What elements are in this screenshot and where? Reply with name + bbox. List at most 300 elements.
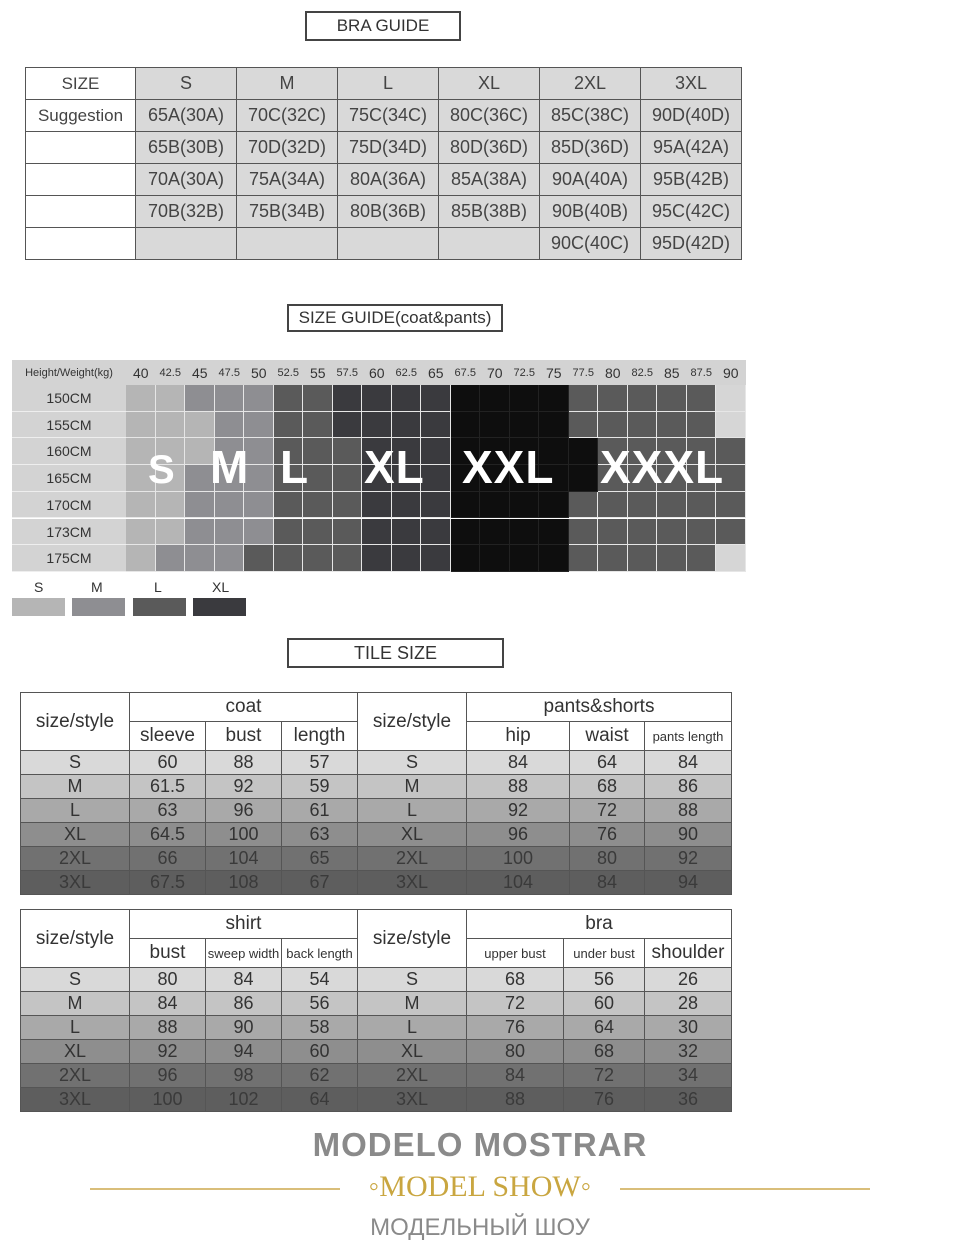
- size-col: L: [338, 68, 439, 100]
- table-row: [21, 1064, 732, 1088]
- grid-cell: [421, 492, 451, 519]
- size-label-m: M: [210, 441, 250, 493]
- bust-header: bust: [130, 939, 206, 968]
- table-cell: 90B(40B): [540, 196, 641, 228]
- table-cell: 62: [282, 1064, 358, 1088]
- table-cell: 96: [206, 799, 282, 823]
- shirt-header: shirt: [130, 910, 358, 939]
- weight-header: 47.5: [215, 360, 245, 385]
- grid-cell: [303, 545, 333, 572]
- grid-cell: [362, 412, 392, 439]
- grid-cell: [274, 412, 304, 439]
- table-cell: 88: [467, 775, 570, 799]
- sweep-width-header: sweep width: [206, 939, 282, 968]
- tile-size-table-coat-pants: [20, 692, 732, 895]
- grid-cell: [274, 385, 304, 412]
- back-length-header: back length: [282, 939, 358, 968]
- grid-cell: [480, 545, 510, 572]
- grid-cell: [510, 492, 540, 519]
- table-row: [21, 992, 732, 1016]
- grid-cell: [215, 412, 245, 439]
- size-cell: 2XL: [21, 847, 130, 871]
- grid-cell: [451, 412, 481, 439]
- size-style-header: size/style: [358, 910, 467, 968]
- table-cell: 92: [130, 1040, 206, 1064]
- table-cell: 65B(30B): [136, 132, 237, 164]
- grid-cell: [598, 412, 628, 439]
- grid-cell: [628, 385, 658, 412]
- table-cell: [237, 228, 338, 260]
- grid-cell: [333, 385, 363, 412]
- grid-cell: [274, 492, 304, 519]
- table-cell: 80C(36C): [439, 100, 540, 132]
- grid-cell: [333, 519, 363, 546]
- grid-cell: [716, 519, 746, 546]
- table-cell: 68: [564, 1040, 645, 1064]
- size-col: XL: [439, 68, 540, 100]
- grid-cell: [185, 545, 215, 572]
- table-cell: 68: [467, 968, 564, 992]
- shoulder-header: shoulder: [645, 939, 732, 968]
- grid-cell: [126, 545, 156, 572]
- legend-swatch-s: [12, 598, 65, 616]
- grid-cell: [510, 545, 540, 572]
- row-label: [26, 164, 136, 196]
- grid-cell: [303, 385, 333, 412]
- table-cell: [439, 228, 540, 260]
- weight-header: 65: [421, 360, 451, 385]
- table-cell: 95B(42B): [641, 164, 742, 196]
- tile-size-title: TILE SIZE: [287, 638, 504, 668]
- table-cell: 60: [282, 1040, 358, 1064]
- size-cell: M: [358, 992, 467, 1016]
- grid-cell: [303, 492, 333, 519]
- table-cell: 80A(36A): [338, 164, 439, 196]
- weight-header: 55: [303, 360, 333, 385]
- grid-cell: [126, 492, 156, 519]
- table-cell: 70A(30A): [136, 164, 237, 196]
- tile-size-table-shirt-bra: [20, 909, 732, 1112]
- height-row-label: 170CM: [12, 492, 126, 519]
- size-label-xxxl: XXXL: [600, 441, 725, 493]
- grid-cell: [480, 492, 510, 519]
- height-row-label: 155CM: [12, 412, 126, 439]
- row-label: [26, 196, 136, 228]
- grid-cell: [421, 385, 451, 412]
- grid-cell: [598, 545, 628, 572]
- legend-label-xl: XL: [212, 579, 230, 595]
- grid-cell: [215, 492, 245, 519]
- table-row: [26, 196, 742, 228]
- hip-header: hip: [467, 722, 570, 751]
- grid-cell: [598, 385, 628, 412]
- table-cell: 104: [206, 847, 282, 871]
- table-cell: 64: [282, 1088, 358, 1112]
- grid-cell: [333, 438, 363, 465]
- table-cell: 70D(32D): [237, 132, 338, 164]
- grid-cell: [421, 465, 451, 492]
- coat-header: coat: [130, 693, 358, 722]
- height-row-label: 150CM: [12, 385, 126, 412]
- table-row: [21, 823, 732, 847]
- size-cell: M: [21, 775, 130, 799]
- weight-header: 62.5: [392, 360, 422, 385]
- bra-header: bra: [467, 910, 732, 939]
- size-cell: L: [358, 799, 467, 823]
- size-cell: 2XL: [358, 847, 467, 871]
- table-cell: 85D(36D): [540, 132, 641, 164]
- row-label: [26, 132, 136, 164]
- grid-cell: [303, 412, 333, 439]
- size-label-s: S: [148, 448, 176, 492]
- table-cell: 75A(34A): [237, 164, 338, 196]
- weight-header: 42.5: [156, 360, 186, 385]
- table-cell: 75D(34D): [338, 132, 439, 164]
- legend-swatch-l: [133, 598, 186, 616]
- table-cell: 64: [570, 751, 645, 775]
- table-cell: 80: [130, 968, 206, 992]
- table-cell: 64.5: [130, 823, 206, 847]
- table-row: [26, 164, 742, 196]
- size-cell: L: [21, 799, 130, 823]
- grid-cell: [628, 545, 658, 572]
- grid-cell: [510, 385, 540, 412]
- weight-header: 50: [244, 360, 274, 385]
- table-cell: 96: [467, 823, 570, 847]
- grid-cell: [510, 519, 540, 546]
- size-guide-title: SIZE GUIDE(coat&pants): [287, 304, 503, 332]
- grid-cell: [569, 385, 599, 412]
- size-col: S: [136, 68, 237, 100]
- table-cell: 88: [130, 1016, 206, 1040]
- table-cell: 92: [645, 847, 732, 871]
- grid-cell: [156, 492, 186, 519]
- table-cell: 94: [645, 871, 732, 895]
- table-cell: [338, 228, 439, 260]
- grid-cell: [480, 412, 510, 439]
- table-cell: 92: [467, 799, 570, 823]
- table-cell: 76: [570, 823, 645, 847]
- bust-header: bust: [206, 722, 282, 751]
- grid-cell: [392, 412, 422, 439]
- table-cell: 95C(42C): [641, 196, 742, 228]
- table-cell: 60: [130, 751, 206, 775]
- table-row: [26, 228, 742, 260]
- grid-cell: [628, 519, 658, 546]
- grid-cell: [687, 519, 717, 546]
- grid-cell: [451, 492, 481, 519]
- table-cell: 88: [467, 1088, 564, 1112]
- grid-cell: [687, 385, 717, 412]
- grid-cell: [687, 412, 717, 439]
- grid-cell: [421, 545, 451, 572]
- grid-cell: [510, 412, 540, 439]
- grid-cell: [333, 492, 363, 519]
- size-cell: M: [358, 775, 467, 799]
- table-cell: 84: [467, 751, 570, 775]
- size-cell: S: [358, 968, 467, 992]
- table-cell: 57: [282, 751, 358, 775]
- table-cell: 84: [570, 871, 645, 895]
- weight-header: 85: [657, 360, 687, 385]
- grid-cell: [156, 545, 186, 572]
- size-cell: 3XL: [358, 871, 467, 895]
- table-row: [26, 132, 742, 164]
- size-cell: 3XL: [21, 1088, 130, 1112]
- grid-cell: [451, 545, 481, 572]
- size-style-header: size/style: [21, 910, 130, 968]
- table-cell: 75C(34C): [338, 100, 439, 132]
- table-cell: 92: [206, 775, 282, 799]
- size-cell: S: [21, 968, 130, 992]
- grid-cell: [333, 412, 363, 439]
- table-cell: 66: [130, 847, 206, 871]
- grid-cell: [156, 412, 186, 439]
- weight-header: 80: [598, 360, 628, 385]
- size-header: SIZE: [26, 68, 136, 100]
- legend-swatch-m: [72, 598, 125, 616]
- legend-label-l: L: [154, 579, 162, 595]
- grid-cell: [657, 545, 687, 572]
- grid-cell: [185, 492, 215, 519]
- table-cell: 90A(40A): [540, 164, 641, 196]
- table-cell: 96: [130, 1064, 206, 1088]
- weight-header: 77.5: [569, 360, 599, 385]
- row-label: [26, 228, 136, 260]
- table-row: [21, 799, 732, 823]
- grid-cell: [333, 465, 363, 492]
- grid-cell: [539, 545, 569, 572]
- size-label-xl: XL: [364, 441, 425, 493]
- grid-cell: [244, 412, 274, 439]
- table-row: [21, 871, 732, 895]
- table-cell: 70B(32B): [136, 196, 237, 228]
- table-cell: 84: [467, 1064, 564, 1088]
- size-cell: L: [21, 1016, 130, 1040]
- weight-header: 67.5: [451, 360, 481, 385]
- footer-title-ru: МОДЕЛЬНЫЙ ШОУ: [370, 1214, 590, 1241]
- grid-cell: [126, 412, 156, 439]
- grid-cell: [598, 519, 628, 546]
- table-cell: 70C(32C): [237, 100, 338, 132]
- weight-header: 52.5: [274, 360, 304, 385]
- table-cell: [136, 228, 237, 260]
- grid-cell: [244, 545, 274, 572]
- size-style-header: size/style: [358, 693, 467, 751]
- grid-cell: [598, 492, 628, 519]
- grid-cell: [569, 492, 599, 519]
- table-row: [21, 775, 732, 799]
- grid-cell: [421, 412, 451, 439]
- height-row-label: 175CM: [12, 545, 126, 572]
- grid-cell: [303, 519, 333, 546]
- table-cell: 72: [467, 992, 564, 1016]
- grid-cell: [716, 492, 746, 519]
- table-cell: 102: [206, 1088, 282, 1112]
- grid-cell: [569, 545, 599, 572]
- height-row-label: 165CM: [12, 465, 126, 492]
- table-cell: 28: [645, 992, 732, 1016]
- weight-header: 60: [362, 360, 392, 385]
- bra-guide-table: [25, 67, 742, 260]
- table-cell: 90: [206, 1016, 282, 1040]
- table-cell: 100: [467, 847, 570, 871]
- grid-cell: [569, 412, 599, 439]
- table-cell: 64: [564, 1016, 645, 1040]
- weight-header: 72.5: [510, 360, 540, 385]
- size-col: M: [237, 68, 338, 100]
- grid-cell: [569, 519, 599, 546]
- legend-swatch-xl: [193, 598, 246, 616]
- table-cell: 90: [645, 823, 732, 847]
- table-cell: 59: [282, 775, 358, 799]
- grid-corner-label: Height/Weight(kg): [12, 360, 126, 385]
- grid-cell: [244, 519, 274, 546]
- sleeve-header: sleeve: [130, 722, 206, 751]
- table-cell: 30: [645, 1016, 732, 1040]
- table-cell: 54: [282, 968, 358, 992]
- weight-header: 75: [539, 360, 569, 385]
- size-cell: 3XL: [358, 1088, 467, 1112]
- grid-cell: [716, 385, 746, 412]
- table-cell: 61.5: [130, 775, 206, 799]
- weight-header: 40: [126, 360, 156, 385]
- table-cell: 72: [564, 1064, 645, 1088]
- table-cell: 94: [206, 1040, 282, 1064]
- table-cell: 85B(38B): [439, 196, 540, 228]
- grid-cell: [215, 385, 245, 412]
- grid-cell: [274, 545, 304, 572]
- table-row: [21, 968, 732, 992]
- grid-cell: [480, 519, 510, 546]
- table-cell: 72: [570, 799, 645, 823]
- table-row: [21, 1016, 732, 1040]
- grid-cell: [569, 438, 599, 465]
- table-cell: 60: [564, 992, 645, 1016]
- size-style-header: size/style: [21, 693, 130, 751]
- grid-cell: [362, 545, 392, 572]
- size-cell: S: [358, 751, 467, 775]
- grid-cell: [156, 519, 186, 546]
- table-cell: 65A(30A): [136, 100, 237, 132]
- grid-cell: [185, 519, 215, 546]
- size-cell: XL: [358, 823, 467, 847]
- table-row: [21, 1088, 732, 1112]
- waist-header: waist: [570, 722, 645, 751]
- pants-shorts-header: pants&shorts: [467, 693, 732, 722]
- table-cell: 76: [467, 1016, 564, 1040]
- table-cell: 63: [130, 799, 206, 823]
- footer-title-es: MODELO MOSTRAR: [312, 1126, 648, 1163]
- legend-label-m: M: [91, 579, 103, 595]
- grid-cell: [185, 385, 215, 412]
- footer-title-en: ◦MODEL SHOW◦: [368, 1170, 592, 1203]
- table-cell: 34: [645, 1064, 732, 1088]
- grid-cell: [451, 385, 481, 412]
- table-cell: 75B(34B): [237, 196, 338, 228]
- table-cell: 68: [570, 775, 645, 799]
- under-bust-header: under bust: [564, 939, 645, 968]
- grid-cell: [392, 385, 422, 412]
- table-cell: 86: [645, 775, 732, 799]
- legend-label-s: S: [34, 579, 44, 595]
- table-cell: 80: [467, 1040, 564, 1064]
- grid-cell: [126, 385, 156, 412]
- grid-cell: [362, 492, 392, 519]
- table-row: [21, 751, 732, 775]
- height-row-label: 160CM: [12, 438, 126, 465]
- table-cell: 32: [645, 1040, 732, 1064]
- table-cell: 84: [206, 968, 282, 992]
- grid-cell: [628, 412, 658, 439]
- size-col: 2XL: [540, 68, 641, 100]
- size-cell: XL: [21, 823, 130, 847]
- grid-cell: [657, 412, 687, 439]
- grid-cell: [244, 492, 274, 519]
- weight-header: 57.5: [333, 360, 363, 385]
- weight-header: 87.5: [687, 360, 717, 385]
- size-label-l: L: [280, 441, 310, 493]
- table-cell: 56: [282, 992, 358, 1016]
- table-cell: 61: [282, 799, 358, 823]
- table-row: [26, 100, 742, 132]
- table-cell: 84: [130, 992, 206, 1016]
- grid-cell: [539, 519, 569, 546]
- grid-cell: [539, 385, 569, 412]
- grid-cell: [657, 492, 687, 519]
- grid-cell: [392, 545, 422, 572]
- grid-cell: [628, 492, 658, 519]
- table-cell: 26: [645, 968, 732, 992]
- grid-cell: [539, 412, 569, 439]
- table-cell: 63: [282, 823, 358, 847]
- grid-cell: [185, 412, 215, 439]
- table-cell: 58: [282, 1016, 358, 1040]
- table-cell: 88: [206, 751, 282, 775]
- table-cell: 95A(42A): [641, 132, 742, 164]
- table-cell: 80B(36B): [338, 196, 439, 228]
- table-cell: 88: [645, 799, 732, 823]
- grid-cell: [421, 519, 451, 546]
- size-label-xxl: XXL: [462, 441, 555, 493]
- grid-cell: [421, 438, 451, 465]
- table-row: [21, 1040, 732, 1064]
- grid-cell: [687, 492, 717, 519]
- table-cell: 67: [282, 871, 358, 895]
- grid-cell: [333, 545, 363, 572]
- table-cell: 86: [206, 992, 282, 1016]
- table-cell: 56: [564, 968, 645, 992]
- grid-cell: [244, 385, 274, 412]
- size-cell: L: [358, 1016, 467, 1040]
- table-cell: 104: [467, 871, 570, 895]
- grid-cell: [126, 519, 156, 546]
- grid-cell: [539, 492, 569, 519]
- grid-cell: [657, 519, 687, 546]
- grid-cell: [156, 385, 186, 412]
- size-cell: XL: [21, 1040, 130, 1064]
- size-cell: M: [21, 992, 130, 1016]
- grid-cell: [215, 519, 245, 546]
- table-cell: 80D(36D): [439, 132, 540, 164]
- table-cell: 80: [570, 847, 645, 871]
- grid-cell: [362, 519, 392, 546]
- pants-length-header: pants length: [645, 722, 732, 751]
- table-cell: 65: [282, 847, 358, 871]
- grid-cell: [716, 545, 746, 572]
- table-cell: 36: [645, 1088, 732, 1112]
- table-cell: 85C(38C): [540, 100, 641, 132]
